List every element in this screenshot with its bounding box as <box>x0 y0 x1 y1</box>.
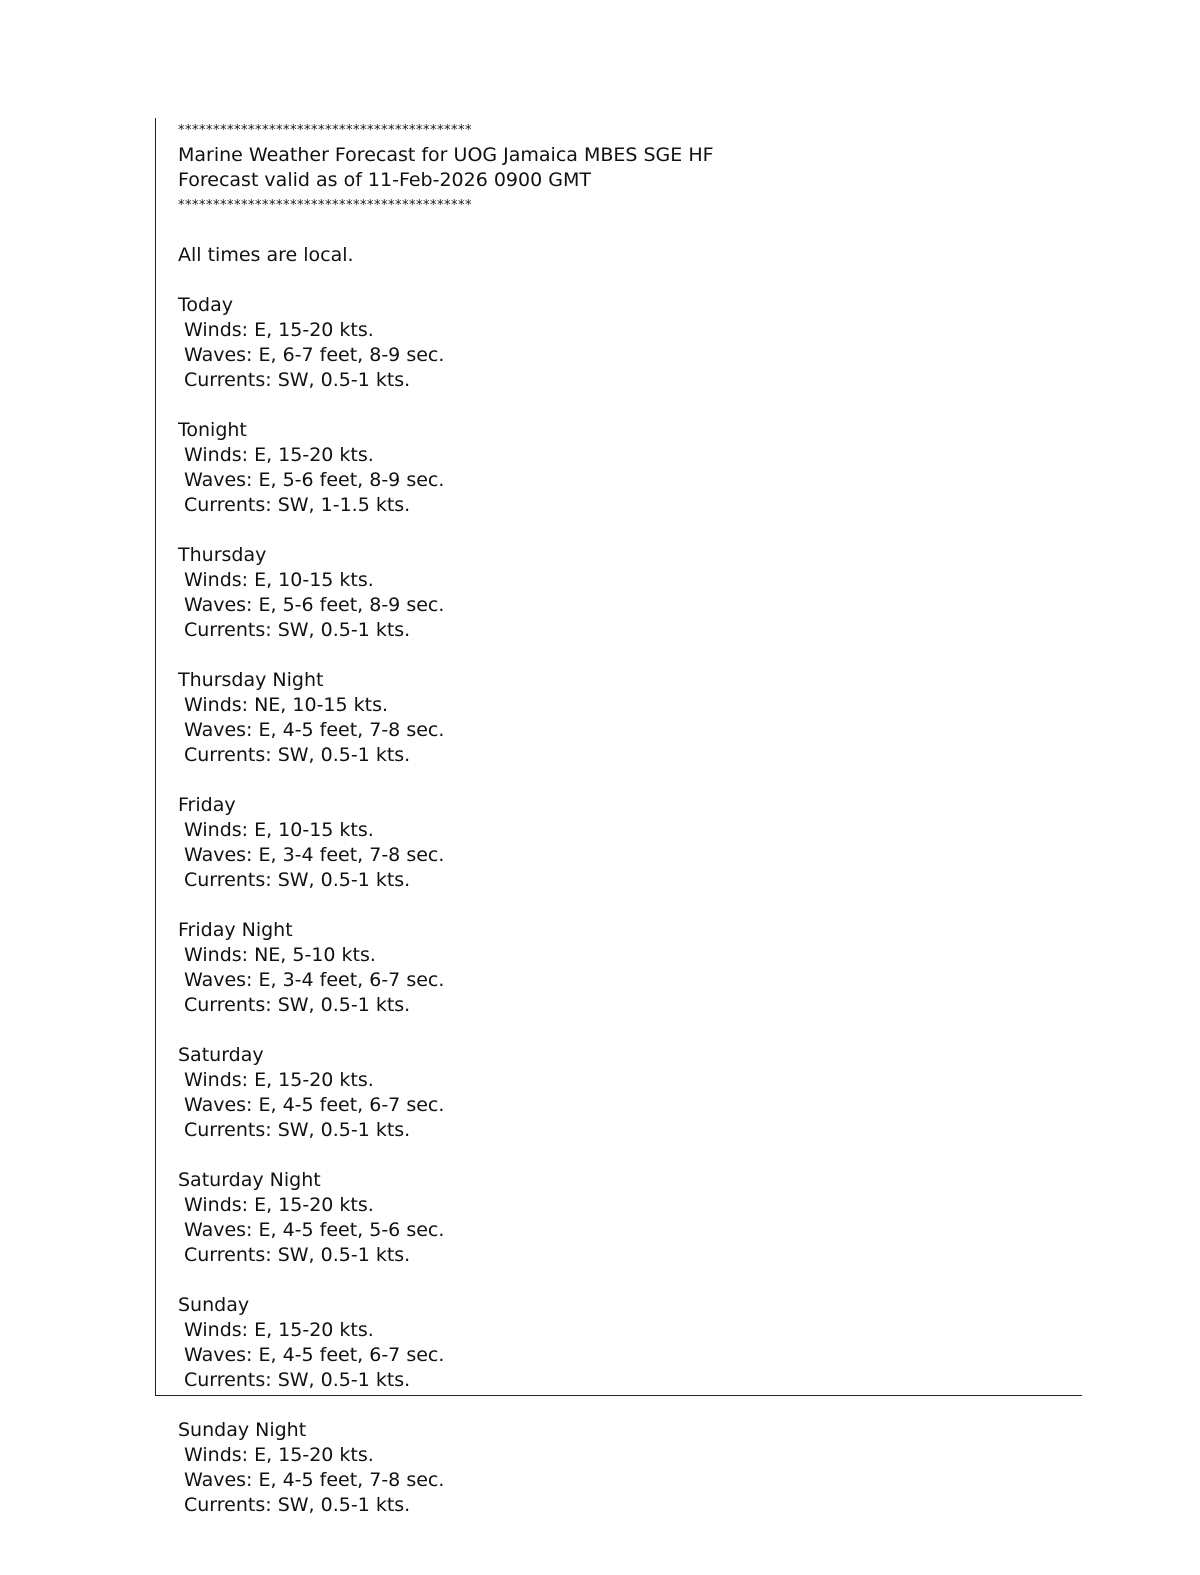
period-currents: Currents: SW, 0.5-1 kts. <box>184 1119 411 1141</box>
period-name: Today <box>178 294 233 316</box>
frame-left-border <box>155 118 156 1396</box>
spacer <box>178 1018 1058 1043</box>
period-currents: Currents: SW, 0.5-1 kts. <box>184 1244 411 1266</box>
period-winds: Winds: E, 15-20 kts. <box>184 1194 374 1216</box>
forecast-period-tonight <box>178 418 1058 543</box>
period-waves: Waves: E, 6-7 feet, 8-9 sec. <box>184 344 445 366</box>
spacer <box>178 893 1058 918</box>
spacer <box>178 268 1058 293</box>
spacer <box>178 643 1058 668</box>
header-rule-bottom: ****************************************** <box>178 198 472 213</box>
spacer <box>178 218 1058 243</box>
period-winds: Winds: NE, 10-15 kts. <box>184 694 389 716</box>
period-winds: Winds: NE, 5-10 kts. <box>184 944 376 966</box>
period-currents: Currents: SW, 0.5-1 kts. <box>184 1494 411 1516</box>
spacer <box>178 768 1058 793</box>
period-waves: Waves: E, 4-5 feet, 7-8 sec. <box>184 1469 445 1491</box>
period-waves: Waves: E, 4-5 feet, 5-6 sec. <box>184 1219 445 1241</box>
period-waves: Waves: E, 5-6 feet, 8-9 sec. <box>184 594 445 616</box>
spacer <box>178 1393 1058 1418</box>
period-winds: Winds: E, 15-20 kts. <box>184 444 374 466</box>
period-name: Sunday <box>178 1294 250 1316</box>
period-currents: Currents: SW, 0.5-1 kts. <box>184 619 411 641</box>
forecast-title: Marine Weather Forecast for UOG Jamaica MBES SGE HF <box>178 144 714 166</box>
forecast-content <box>178 118 1058 1518</box>
spacer <box>178 518 1058 543</box>
period-name: Sunday Night <box>178 1419 307 1441</box>
period-name: Friday <box>178 794 236 816</box>
period-winds: Winds: E, 15-20 kts. <box>184 319 374 341</box>
period-name: Thursday <box>178 544 267 566</box>
forecast-period-thursday-night <box>178 668 1058 793</box>
period-waves: Waves: E, 4-5 feet, 6-7 sec. <box>184 1094 445 1116</box>
period-winds: Winds: E, 15-20 kts. <box>184 1069 374 1091</box>
period-waves: Waves: E, 4-5 feet, 6-7 sec. <box>184 1344 445 1366</box>
forecast-valid-time: Forecast valid as of 11-Feb-2026 0900 GMT <box>178 169 591 191</box>
period-name: Tonight <box>178 419 247 441</box>
period-waves: Waves: E, 3-4 feet, 7-8 sec. <box>184 844 445 866</box>
forecast-period-sunday-night <box>178 1418 1058 1518</box>
period-currents: Currents: SW, 0.5-1 kts. <box>184 369 411 391</box>
times-note: All times are local. <box>178 244 354 266</box>
period-name: Thursday Night <box>178 669 324 691</box>
period-winds: Winds: E, 10-15 kts. <box>184 569 374 591</box>
forecast-period-today <box>178 293 1058 418</box>
period-winds: Winds: E, 10-15 kts. <box>184 819 374 841</box>
forecast-period-friday-night <box>178 918 1058 1043</box>
period-waves: Waves: E, 5-6 feet, 8-9 sec. <box>184 469 445 491</box>
spacer <box>178 393 1058 418</box>
forecast-period-sunday <box>178 1293 1058 1418</box>
forecast-period-friday <box>178 793 1058 918</box>
period-winds: Winds: E, 15-20 kts. <box>184 1444 374 1466</box>
period-name: Saturday Night <box>178 1169 321 1191</box>
period-currents: Currents: SW, 1-1.5 kts. <box>184 494 411 516</box>
forecast-period-saturday <box>178 1043 1058 1168</box>
period-currents: Currents: SW, 0.5-1 kts. <box>184 869 411 891</box>
period-name: Saturday <box>178 1044 264 1066</box>
period-winds: Winds: E, 15-20 kts. <box>184 1319 374 1341</box>
forecast-period-saturday-night <box>178 1168 1058 1293</box>
spacer <box>178 1143 1058 1168</box>
period-waves: Waves: E, 3-4 feet, 6-7 sec. <box>184 969 445 991</box>
period-name: Friday Night <box>178 919 293 941</box>
period-waves: Waves: E, 4-5 feet, 7-8 sec. <box>184 719 445 741</box>
period-currents: Currents: SW, 0.5-1 kts. <box>184 1369 411 1391</box>
forecast-period-thursday <box>178 543 1058 668</box>
period-currents: Currents: SW, 0.5-1 kts. <box>184 994 411 1016</box>
spacer <box>178 1268 1058 1293</box>
header-rule-top: ****************************************** <box>178 123 472 138</box>
period-currents: Currents: SW, 0.5-1 kts. <box>184 744 411 766</box>
